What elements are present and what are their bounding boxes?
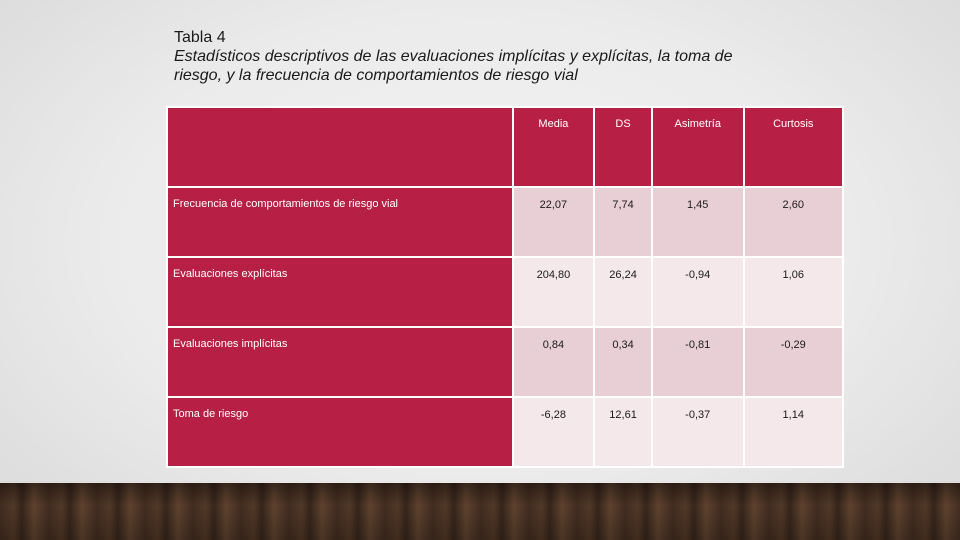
table-row: [167, 257, 843, 327]
slide-title: [174, 28, 734, 85]
cell-media: 22,07: [513, 187, 595, 257]
cell-curtosis: 2,60: [744, 187, 843, 257]
column-header-curtosis: Curtosis: [744, 107, 843, 187]
table-row: [167, 187, 843, 257]
corner-cell: [167, 107, 513, 187]
cell-ds: 7,74: [594, 187, 652, 257]
wood-floor-decoration: [0, 483, 960, 540]
row-label: Frecuencia de comportamientos de riesgo vial: [167, 187, 513, 257]
row-label: Evaluaciones implícitas: [167, 327, 513, 397]
cell-asimetria: 1,45: [652, 187, 744, 257]
table-row: [167, 397, 843, 467]
cell-asimetria: -0,94: [652, 257, 744, 327]
table-number: Tabla 4: [174, 29, 226, 46]
cell-media: 204,80: [513, 257, 595, 327]
header-row: [167, 107, 843, 187]
column-header-ds: DS: [594, 107, 652, 187]
cell-media: 0,84: [513, 327, 595, 397]
cell-curtosis: 1,14: [744, 397, 843, 467]
cell-curtosis: 1,06: [744, 257, 843, 327]
cell-ds: 26,24: [594, 257, 652, 327]
row-label: Toma de riesgo: [167, 397, 513, 467]
cell-curtosis: -0,29: [744, 327, 843, 397]
table-caption: Estadísticos descriptivos de las evaluaciones implícitas y explícitas, la toma de riesgo, y la frecuencia de comportamientos de riesgo vial: [174, 48, 733, 84]
table-row: [167, 327, 843, 397]
cell-asimetria: -0,37: [652, 397, 744, 467]
cell-ds: 12,61: [594, 397, 652, 467]
cell-ds: 0,34: [594, 327, 652, 397]
cell-media: -6,28: [513, 397, 595, 467]
descriptive-stats-table: [166, 106, 844, 468]
column-header-media: Media: [513, 107, 595, 187]
column-header-asimetria: Asimetría: [652, 107, 744, 187]
cell-asimetria: -0,81: [652, 327, 744, 397]
row-label: Evaluaciones explícitas: [167, 257, 513, 327]
